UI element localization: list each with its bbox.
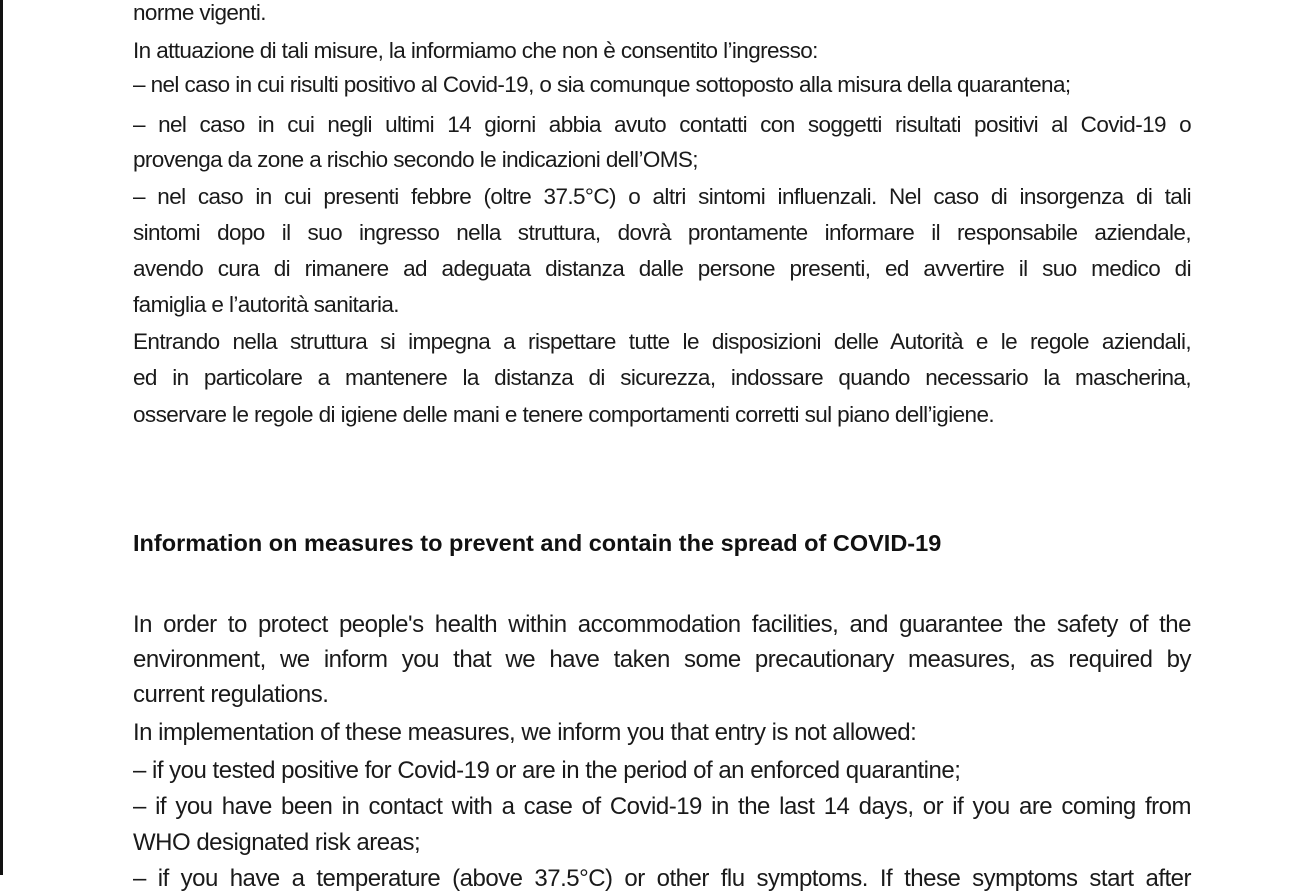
italian-line-1: norme vigenti. — [133, 0, 266, 25]
english-line-6: – if you have been in contact with a case of Covid-19 in the last 14 days, or if you are coming from — [133, 793, 1191, 820]
italian-line-3: – nel caso in cui risulti positivo al Covid-19, o sia comunque sottoposto alla misura della quarantena; — [133, 72, 1071, 97]
italian-line-9: famiglia e l’autorità sanitaria. — [133, 292, 399, 317]
italian-line-6: – nel caso in cui presenti febbre (oltre 37.5°C) o altri sintomi influenzali. Nel caso di insorgenza di tali — [133, 184, 1191, 209]
italian-line-5: provenga da zone a rischio secondo le indicazioni dell’OMS; — [133, 147, 698, 172]
italian-line-2: In attuazione di tali misure, la informiamo che non è consentito l’ingresso: — [133, 38, 818, 63]
english-line-2: environment, we inform you that we have taken some precautionary measures, as required by — [133, 646, 1191, 673]
english-line-4: In implementation of these measures, we inform you that entry is not allowed: — [133, 719, 917, 746]
english-line-8: – if you have a temperature (above 37.5°C) or other flu symptoms. If these symptoms start after — [133, 865, 1191, 892]
italian-line-7: sintomi dopo il suo ingresso nella struttura, dovrà prontamente informare il responsabile aziendale, — [133, 220, 1191, 245]
italian-line-10: Entrando nella struttura si impegna a rispettare tutte le disposizioni delle Autorità e le regole aziendali, — [133, 329, 1191, 354]
italian-line-8: avendo cura di rimanere ad adeguata distanza dalle persone presenti, ed avvertire il suo medico di — [133, 256, 1191, 281]
english-line-1: In order to protect people's health within accommodation facilities, and guarantee the safety of the — [133, 611, 1191, 638]
english-line-7: WHO designated risk areas; — [133, 829, 421, 856]
english-line-3: current regulations. — [133, 681, 329, 708]
italian-line-11: ed in particolare a mantenere la distanza di sicurezza, indossare quando necessario la mascherina, — [133, 365, 1191, 390]
english-line-5: – if you tested positive for Covid-19 or are in the period of an enforced quarantine; — [133, 757, 961, 784]
english-heading: Information on measures to prevent and contain the spread of COVID-19 — [133, 530, 942, 556]
italian-line-4: – nel caso in cui negli ultimi 14 giorni abbia avuto contatti con soggetti risultati positivi al Covid-19 o — [133, 112, 1191, 137]
italian-line-12: osservare le regole di igiene delle mani e tenere comportamenti corretti sul piano dell’igiene. — [133, 402, 995, 427]
